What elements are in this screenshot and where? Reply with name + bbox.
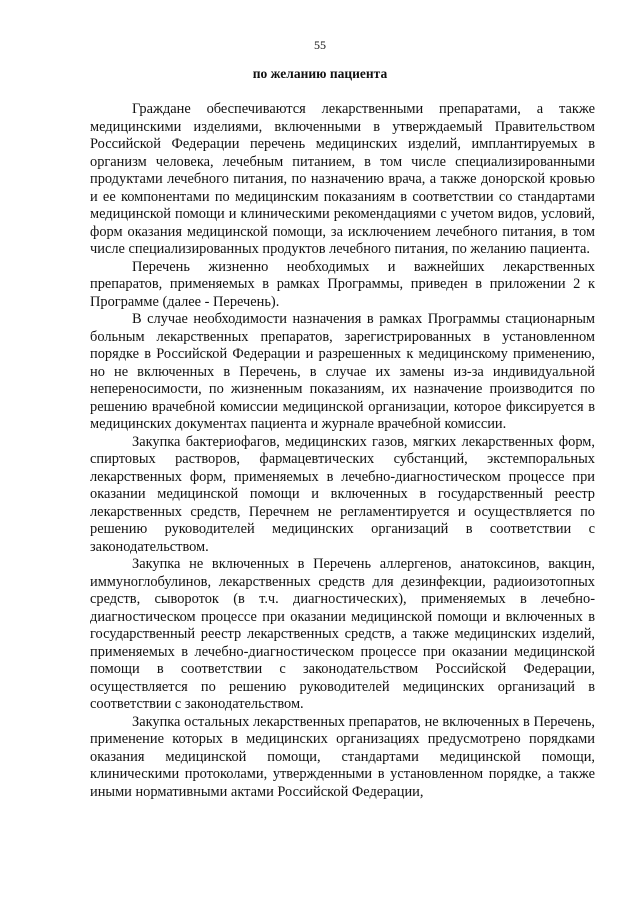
paragraph-bacteriophages-procurement: Закупка бактериофагов, медицинских газов, мягких лекарственных форм, спиртовых растворов, фармацевтических субстанций, экстемпоральных лекарственных форм, применяемых в лечебно-диагностическом процессе при оказании медицинской помощи и включенных в государственный реестр лекарственных средств, Перечнем не регламентируется и осуществляется по решению руководителей медицинских организаций в соответствии с законодательством. xyxy=(90,433,595,555)
paragraph-inpatient-prescription: В случае необходимости назначения в рамках Программы стационарным больным лекарственных препаратов, зарегистрированных в установленном порядке в Российской Федерации и разрешенных к медицинскому применению, но не включенных в Перечень, в случае их замены из-за индивидуальной непереносимости, по жизненным показаниям, их назначение производится по решению врачебной комиссии медицинской организации, которое фиксируется в медицинских документах пациента и журнале врачебной комиссии. xyxy=(90,311,595,432)
page-number: 55 xyxy=(314,38,326,52)
paragraph-essential-drugs-list: Перечень жизненно необходимых и важнейших лекарственных препаратов, применяемых в рамках Программы, приведен в приложении 2 к Программе (далее - Перечень). xyxy=(90,258,595,310)
section-heading: по желанию пациента xyxy=(252,66,388,81)
body-text xyxy=(90,101,595,801)
paragraph-allergens-procurement: Закупка не включенных в Перечень аллергенов, анатоксинов, вакцин, иммуноглобулинов, лекарственных средств для дезинфекции, радиоизотопных средств, сывороток (в т.ч. диагностических), применяемых в лечебно-диагностическом процессе при оказании медицинской помощи и включенных в государственный реестр лекарственных средств, а также медицинских изделий, применяемых в лечебно-диагностическом процессе при оказании медицинской помощи в соответствии с законодательством Российской Федерации, осуществляется по решению руководителей медицинских организаций в соответствии с законодательством. xyxy=(90,556,595,712)
paragraph-medication-provision: Граждане обеспечиваются лекарственными препаратами, а также медицинскими изделиями, включенными в утверждаемый Правительством Российской Федерации перечень медицинских изделий, имплантируемых в организм человека, лечебным питанием, в том числе специализированными продуктами лечебного питания, по назначению врача, а также донорской кровью и ее компонентами по медицинским показаниям в соответствии со стандартами медицинской помощи и клиническими рекомендациями с учетом видов, условий, форм оказания медицинской помощи, за исключением лечебного питания, в том числе специализированных продуктов лечебного питания, по желанию пациента. xyxy=(90,101,595,257)
paragraph-other-drugs-procurement: Закупка остальных лекарственных препаратов, не включенных в Перечень, применение которых в медицинских организациях предусмотрено порядками оказания медицинской помощи, стандартами медицинской помощи, клиническими протоколами, утвержденными в установленном порядке, а также иными нормативными актами Российской Федерации, xyxy=(90,713,595,800)
